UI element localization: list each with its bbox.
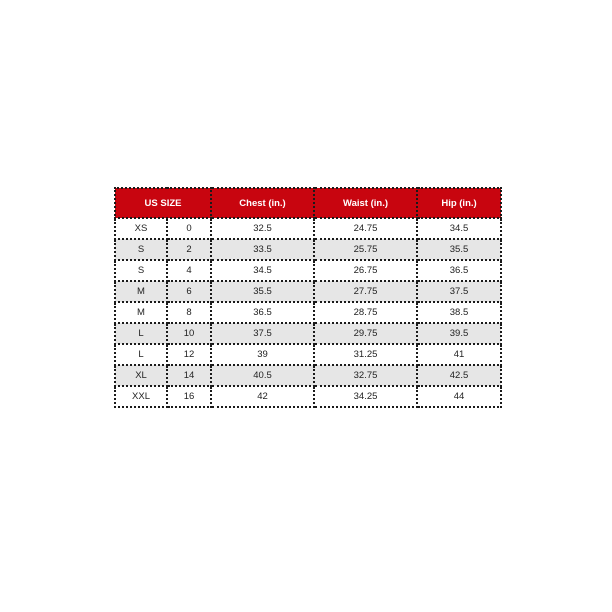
table-row [115, 239, 501, 260]
size-chart-table [114, 187, 502, 408]
table-row [115, 281, 501, 302]
cell-num: 8 [167, 302, 211, 323]
table-row [115, 302, 501, 323]
cell-num: 14 [167, 365, 211, 386]
cell-waist: 28.75 [314, 302, 417, 323]
cell-hip: 37.5 [417, 281, 501, 302]
cell-chest: 37.5 [211, 323, 314, 344]
cell-num: 12 [167, 344, 211, 365]
cell-hip: 36.5 [417, 260, 501, 281]
cell-num: 16 [167, 386, 211, 407]
cell-size: S [115, 239, 167, 260]
cell-num: 10 [167, 323, 211, 344]
cell-waist: 25.75 [314, 239, 417, 260]
cell-size: XXL [115, 386, 167, 407]
cell-num: 2 [167, 239, 211, 260]
cell-hip: 35.5 [417, 239, 501, 260]
cell-size: M [115, 281, 167, 302]
table-row [115, 323, 501, 344]
cell-hip: 39.5 [417, 323, 501, 344]
table-body [115, 218, 501, 407]
cell-num: 0 [167, 218, 211, 239]
cell-chest: 35.5 [211, 281, 314, 302]
cell-chest: 36.5 [211, 302, 314, 323]
cell-size: L [115, 344, 167, 365]
cell-hip: 38.5 [417, 302, 501, 323]
cell-chest: 39 [211, 344, 314, 365]
cell-num: 6 [167, 281, 211, 302]
cell-hip: 34.5 [417, 218, 501, 239]
cell-num: 4 [167, 260, 211, 281]
cell-hip: 44 [417, 386, 501, 407]
cell-waist: 34.25 [314, 386, 417, 407]
cell-size: XS [115, 218, 167, 239]
table-header [115, 188, 501, 218]
table-row [115, 386, 501, 407]
header-hip: Hip (in.) [417, 188, 501, 218]
table-row [115, 344, 501, 365]
cell-size: XL [115, 365, 167, 386]
cell-hip: 42.5 [417, 365, 501, 386]
cell-chest: 33.5 [211, 239, 314, 260]
cell-chest: 32.5 [211, 218, 314, 239]
header-row [115, 188, 501, 218]
cell-size: L [115, 323, 167, 344]
table-row [115, 260, 501, 281]
cell-hip: 41 [417, 344, 501, 365]
cell-waist: 29.75 [314, 323, 417, 344]
cell-waist: 27.75 [314, 281, 417, 302]
cell-size: M [115, 302, 167, 323]
cell-chest: 42 [211, 386, 314, 407]
header-us-size: US SIZE [115, 188, 211, 218]
cell-size: S [115, 260, 167, 281]
header-chest: Chest (in.) [211, 188, 314, 218]
header-waist: Waist (in.) [314, 188, 417, 218]
table-row [115, 365, 501, 386]
cell-waist: 32.75 [314, 365, 417, 386]
cell-waist: 31.25 [314, 344, 417, 365]
cell-chest: 34.5 [211, 260, 314, 281]
cell-chest: 40.5 [211, 365, 314, 386]
cell-waist: 26.75 [314, 260, 417, 281]
cell-waist: 24.75 [314, 218, 417, 239]
table-row [115, 218, 501, 239]
